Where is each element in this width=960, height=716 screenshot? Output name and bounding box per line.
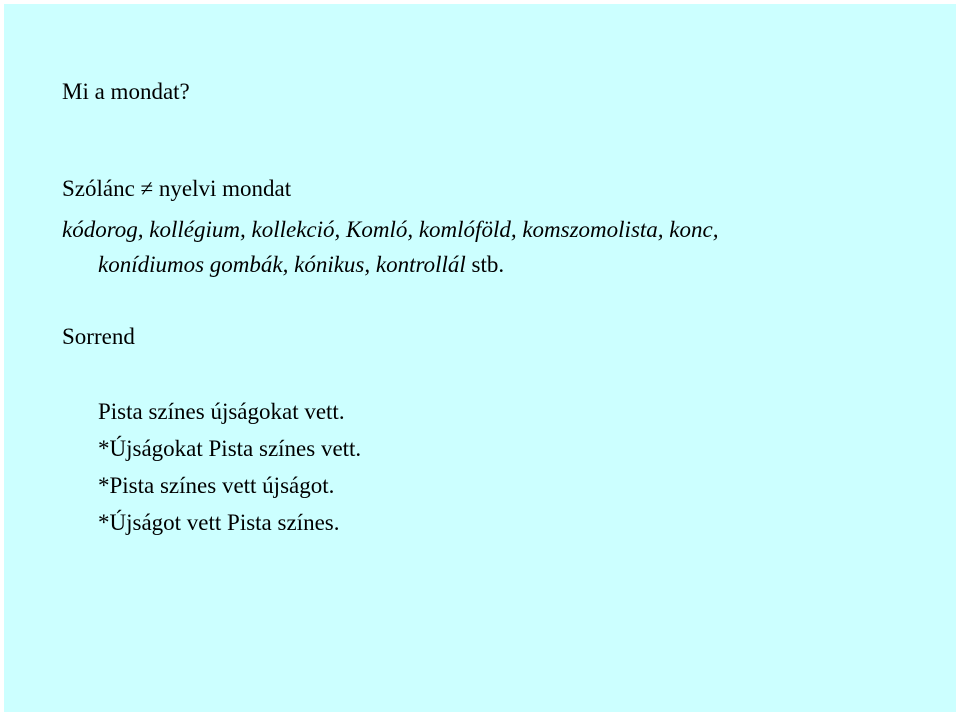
word-list-line-2-suffix: stb. (465, 252, 505, 277)
order-heading: Sorrend (62, 324, 135, 349)
word-list-line-2 (98, 252, 504, 278)
example-sentence-4: *Újságot vett Pista színes. (98, 510, 340, 535)
example-sentence-1: Pista színes újságokat vett. (98, 399, 345, 424)
word-list-line-2-italic: konídiumos gombák, kónikus, kontrollál (98, 252, 466, 277)
example-sentence-3: *Pista színes vett újságot. (98, 473, 335, 498)
example-sentence-2: *Újságokat Pista színes vett. (98, 436, 362, 461)
slide-background (4, 4, 956, 712)
chain-heading: Szólánc ≠ nyelvi mondat (62, 176, 292, 201)
slide-title: Mi a mondat? (62, 79, 190, 104)
word-list-line-1: kódorog, kollégium, kollekció, Komló, komlóföld, komszomolista, konc, (62, 217, 719, 242)
